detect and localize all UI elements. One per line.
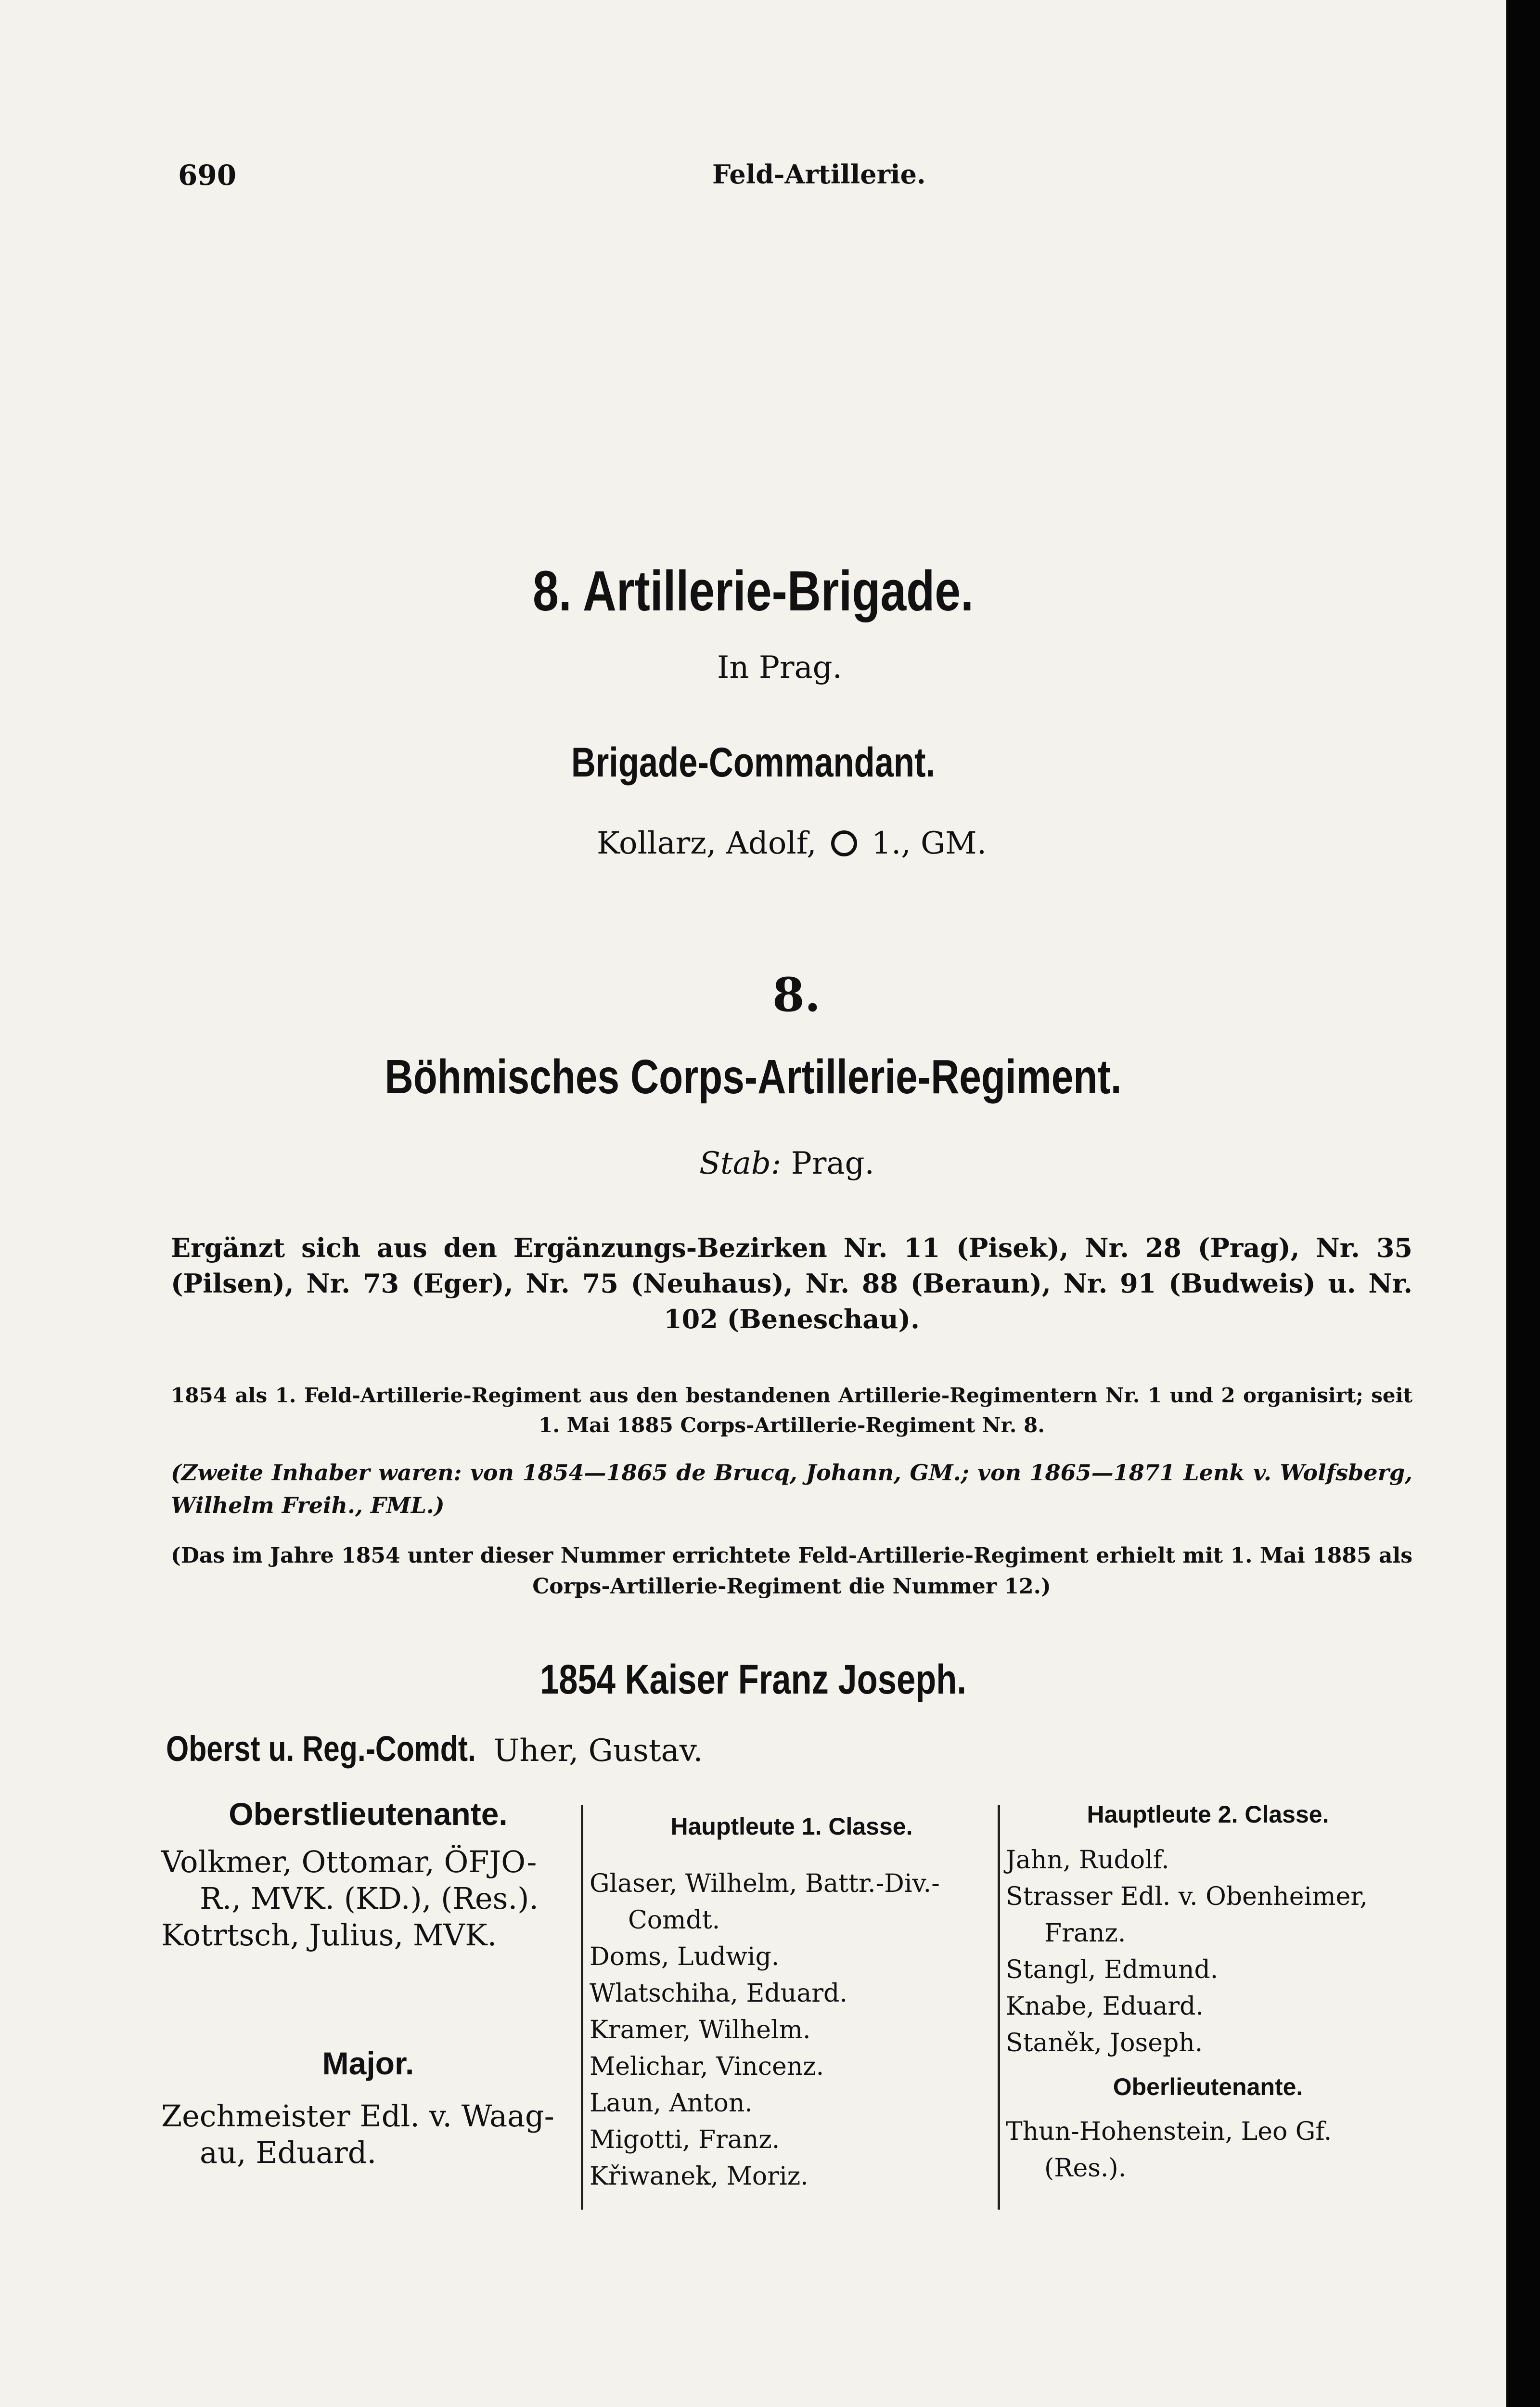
commander-name: Kollarz, Adolf, [596, 826, 817, 861]
colonel-name: Uher, Gustav. [493, 1733, 703, 1769]
captains2-heading: Hauptleute 2. Classe. [1087, 1801, 1329, 1828]
scan-edge [1506, 0, 1540, 2407]
regiment-name: Böhmisches Corps-Artillerie-Regiment. [385, 1050, 1122, 1104]
lt-colonels-heading: Oberstlieutenante. [229, 1796, 508, 1832]
captain1-entry: Doms, Ludwig. [590, 1942, 780, 1971]
captain2-entry: Knabe, Eduard. [1006, 1992, 1204, 2021]
captain1-entry: Křiwanek, Moriz. [590, 2162, 808, 2191]
captain1-entry: Laun, Anton. [590, 2089, 753, 2118]
major-entry: au, Eduard. [200, 2135, 377, 2170]
captain1-entry: Wlatschiha, Eduard. [590, 1979, 847, 2008]
brigade-commander [38, 826, 1506, 861]
running-title: Feld-Artillerie. [712, 159, 926, 190]
first-lt-entry: Thun-Hohenstein, Leo Gf. [1006, 2117, 1332, 2146]
column-staff-officers [161, 1796, 575, 2171]
captain2-entry: Strasser Edl. v. Obenheimer, [1006, 1882, 1368, 1911]
first-lt-entry: (Res.). [1044, 2154, 1127, 2183]
commander-heading-row [0, 739, 1506, 787]
lt-colonel-entry: Volkmer, Ottomar, ÖFJO- [161, 1844, 537, 1879]
regiment-name-row [0, 1049, 1506, 1105]
lt-colonel-entry: R., MVK. (KD.), (Res.). [200, 1881, 539, 1916]
brigade-title: 8. Artillerie-Brigade. [533, 559, 974, 623]
column-divider-left [581, 1805, 583, 2210]
captain1-entry: Melichar, Vincenz. [590, 2052, 824, 2081]
captain1-entry: Comdt. [628, 1906, 720, 1935]
staff-value: Prag. [791, 1146, 874, 1181]
column-captains-2 [1006, 1800, 1410, 2187]
captain2-entry: Stangl, Edmund. [1006, 1955, 1219, 1984]
major-entry: Zechmeister Edl. v. Waag- [161, 2098, 554, 2134]
regiment-staff [34, 1146, 1506, 1181]
column-divider-right [998, 1805, 1000, 2210]
captain1-entry: Kramer, Wilhelm. [590, 2016, 811, 2045]
order-circle-icon [831, 830, 857, 856]
brigade-title-row [0, 558, 1506, 621]
captains1-heading: Hauptleute 1. Classe. [670, 1813, 913, 1840]
commander-rank: 1., GM. [872, 826, 987, 861]
captain2-entry: Franz. [1044, 1919, 1126, 1948]
captain1-entry: Glaser, Wilhelm, Battr.-Div.- [590, 1869, 940, 1898]
colonel-line [166, 1728, 703, 1769]
colonel-label: Oberst u. Reg.-Comdt. [166, 1729, 476, 1769]
captain2-entry: Jahn, Rudolf. [1006, 1846, 1169, 1875]
regiment-number: 8. [772, 968, 821, 1022]
second-owners-text: (Zweite Inhaber waren: von 1854—1865 de Brucq, Johann, GM.; von 1865—1871 Lenk v. Wolfsberg, Wilhelm Freih., FML.) [171, 1460, 1412, 1518]
page-number: 690 [178, 159, 237, 192]
recruitment-text: Ergänzt sich aus den Ergänzungs-Bezirken Nr. 11 (Pisek), Nr. 28 (Prag), Nr. 35 (Pilsen), Nr. 73 (Eger), Nr. 75 (Neuhaus), Nr. 88 (Beraun), Nr. 91 (Budweis) u. Nr. 102 (Beneschau). [171, 1232, 1412, 1334]
owner-row [0, 1656, 1506, 1704]
regiment-note: (Das im Jahre 1854 unter dieser Nummer errichtete Feld-Artillerie-Regiment erhielt mit 1. Mai 1885 als Corps-Artillerie-Regiment die Nummer 12.) [171, 1543, 1412, 1599]
history-text: 1854 als 1. Feld-Artillerie-Regiment aus den bestandenen Artillerie-Regimentern Nr. 1 und 2 organisirt; seit 1. Mai 1885 Corps-Artillerie-Regiment Nr. 8. [171, 1384, 1412, 1437]
brigade-location: In Prag. [717, 650, 842, 686]
first-lts-heading: Oberlieutenante. [1113, 2073, 1303, 2100]
regiment-owner: 1854 Kaiser Franz Joseph. [540, 1656, 966, 1703]
captain1-entry: Migotti, Franz. [590, 2125, 780, 2154]
commander-heading: Brigade-Commandant. [571, 739, 936, 786]
major-heading: Major. [322, 2045, 414, 2081]
column-captains-1 [590, 1812, 994, 2195]
staff-label: Stab: [699, 1146, 782, 1181]
lt-colonel-entry: Kotrtsch, Julius, MVK. [161, 1917, 497, 1953]
captain2-entry: Staněk, Joseph. [1006, 2029, 1203, 2058]
